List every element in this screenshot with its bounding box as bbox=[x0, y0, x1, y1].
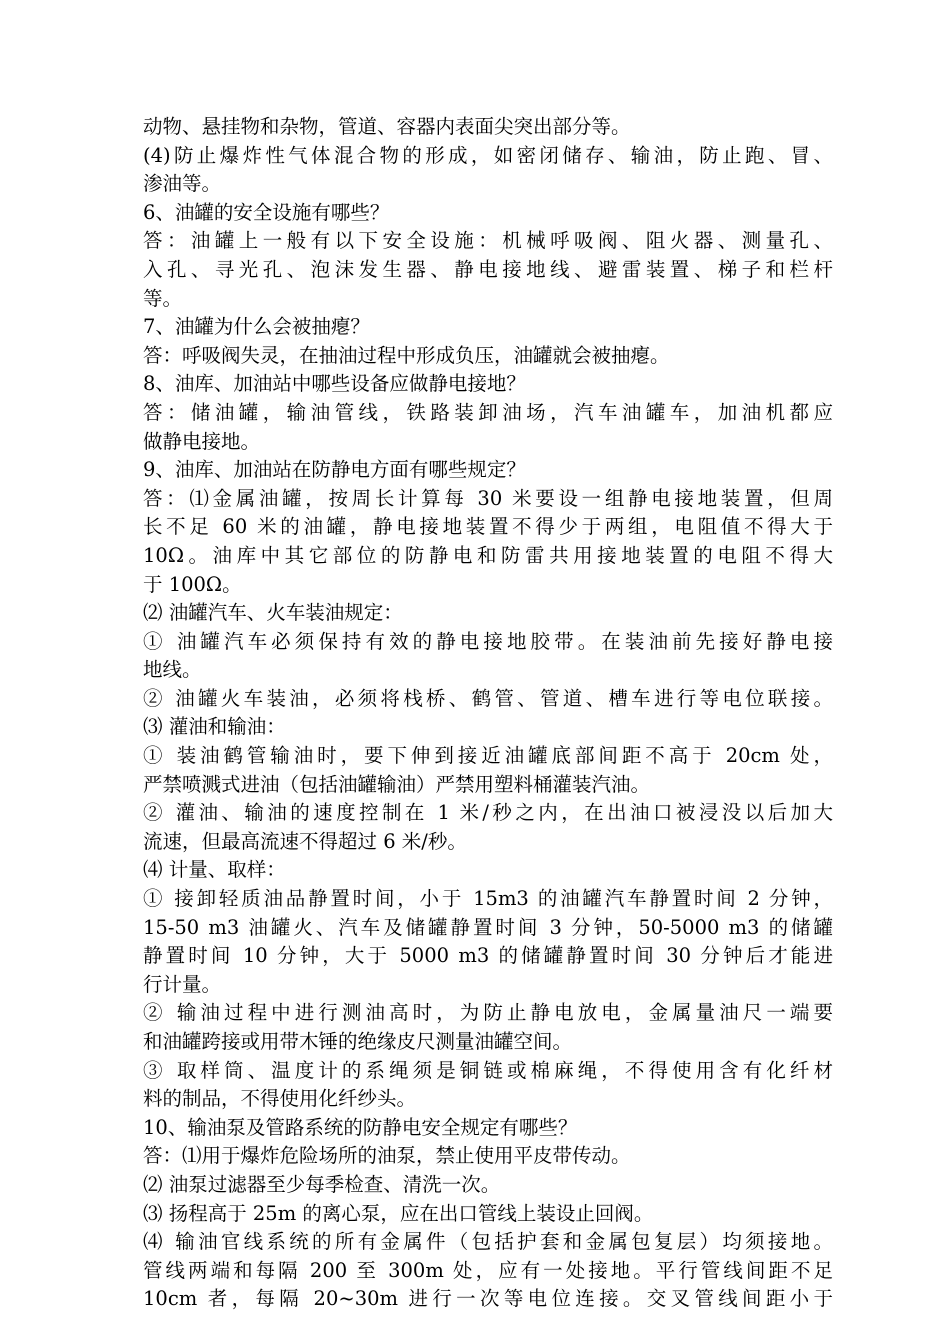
text-line: 10cm 者，每隔 20~30m 进行一次等电位连接。交叉管线间距小于 bbox=[143, 1287, 833, 1311]
text-line: ⑵ 油罐汽车、火车装油规定： bbox=[143, 601, 403, 625]
text-line: 答：储油罐，输油管线，铁路装卸油场，汽车油罐车，加油机都应 bbox=[143, 400, 833, 424]
text-line: 答：呼吸阀失灵，在抽油过程中形成负压，油罐就会被抽瘪。 bbox=[143, 343, 670, 367]
text-line: 长不足 60 米的油罐，静电接地装置不得少于两组，电阻值不得大于 bbox=[143, 515, 833, 539]
text-line: ⑷ 输油官线系统的所有金属件（包括护套和金属包复层）均须接地。 bbox=[143, 1230, 833, 1254]
text-line: 6、油罐的安全设施有哪些？ bbox=[143, 200, 390, 224]
text-line: ② 输油过程中进行测油高时，为防止静电放电，金属量油尺一端要 bbox=[143, 1001, 833, 1025]
text-line: ① 油罐汽车必须保持有效的静电接地胶带。在装油前先接好静电接 bbox=[143, 629, 833, 653]
text-line: 答：⑴金属油罐，按周长计算每 30 米要设一组静电接地装置，但周 bbox=[143, 486, 833, 510]
text-line: ⑵ 油泵过滤器至少每季检查、清洗一次。 bbox=[143, 1172, 501, 1196]
text-line: (4)防止爆炸性气体混合物的形成，如密闭储存、输油，防止跑、冒、 bbox=[143, 143, 833, 167]
text-line: 地线。 bbox=[143, 658, 202, 682]
text-line: ② 灌油、输油的速度控制在 1 米/秒之内，在出油口被浸没以后加大 bbox=[143, 801, 833, 825]
text-line: ① 接卸轻质油品静置时间，小于 15m3 的油罐汽车静置时间 2 分钟， bbox=[143, 887, 833, 911]
text-line: 料的制品，不得使用化纤纱头。 bbox=[143, 1087, 417, 1111]
text-line: ⑶ 扬程高于 25m 的离心泵，应在出口管线上装设止回阀。 bbox=[143, 1201, 654, 1225]
text-line: 8、油库、加油站中哪些设备应做静电接地？ bbox=[143, 372, 526, 396]
text-line: ⑷ 计量、取样： bbox=[143, 858, 286, 882]
text-line: 答：⑴用于爆炸危险场所的油泵，禁止使用平皮带传动。 bbox=[143, 1144, 631, 1168]
text-line: 入孔、寻光孔、泡沫发生器、静电接地线、避雷装置、梯子和栏杆 bbox=[143, 257, 833, 281]
text-line: 10、输油泵及管路系统的防静电安全规定有哪些？ bbox=[143, 1115, 578, 1139]
text-line: ② 油罐火车装油，必须将栈桥、鹤管、管道、槽车进行等电位联接。 bbox=[143, 686, 833, 710]
text-line: 行计量。 bbox=[143, 972, 222, 996]
text-line: 9、油库、加油站在防静电方面有哪些规定？ bbox=[143, 458, 526, 482]
text-line: 答：油罐上一般有以下安全设施：机械呼吸阀、阻火器、测量孔、 bbox=[143, 229, 833, 253]
text-line: ① 装油鹤管输油时，要下伸到接近油罐底部间距不高于 20cm 处， bbox=[143, 744, 833, 768]
document-page bbox=[143, 113, 833, 1314]
text-line: 于 100Ω。 bbox=[143, 572, 242, 596]
text-line: 做静电接地。 bbox=[143, 429, 261, 453]
text-line: 和油罐跨接或用带木锤的绝缘皮尺测量油罐空间。 bbox=[143, 1030, 573, 1053]
text-line: 严禁喷溅式进油（包括油罐输油）严禁用塑料桶灌装汽油。 bbox=[143, 772, 651, 796]
text-line: ③ 取样筒、温度计的系绳须是铜链或棉麻绳，不得使用含有化纤材 bbox=[143, 1058, 833, 1082]
text-line: 流速，但最高流速不得超过 6 米/秒。 bbox=[143, 829, 467, 853]
text-line: 渗油等。 bbox=[143, 172, 222, 196]
text-line: ⑶ 灌油和输油： bbox=[143, 715, 286, 739]
text-line: 管线两端和每隔 200 至 300m 处，应有一处接地。平行管线间距不足 bbox=[143, 1258, 833, 1282]
text-line: 15-50 m3 油罐火、汽车及储罐静置时间 3 分钟，50-5000 m3 的储罐 bbox=[143, 915, 833, 939]
text-line: 等。 bbox=[143, 286, 183, 310]
text-line: 10Ω。油库中其它部位的防静电和防雷共用接地装置的电阻不得大 bbox=[143, 543, 833, 567]
text-line: 动物、悬挂物和杂物，管道、容器内表面尖突出部分等。 bbox=[143, 115, 631, 138]
text-line: 静置时间 10 分钟，大于 5000 m3 的储罐静置时间 30 分钟后才能进 bbox=[143, 944, 833, 968]
text-line: 7、油罐为什么会被抽瘪？ bbox=[143, 315, 370, 339]
